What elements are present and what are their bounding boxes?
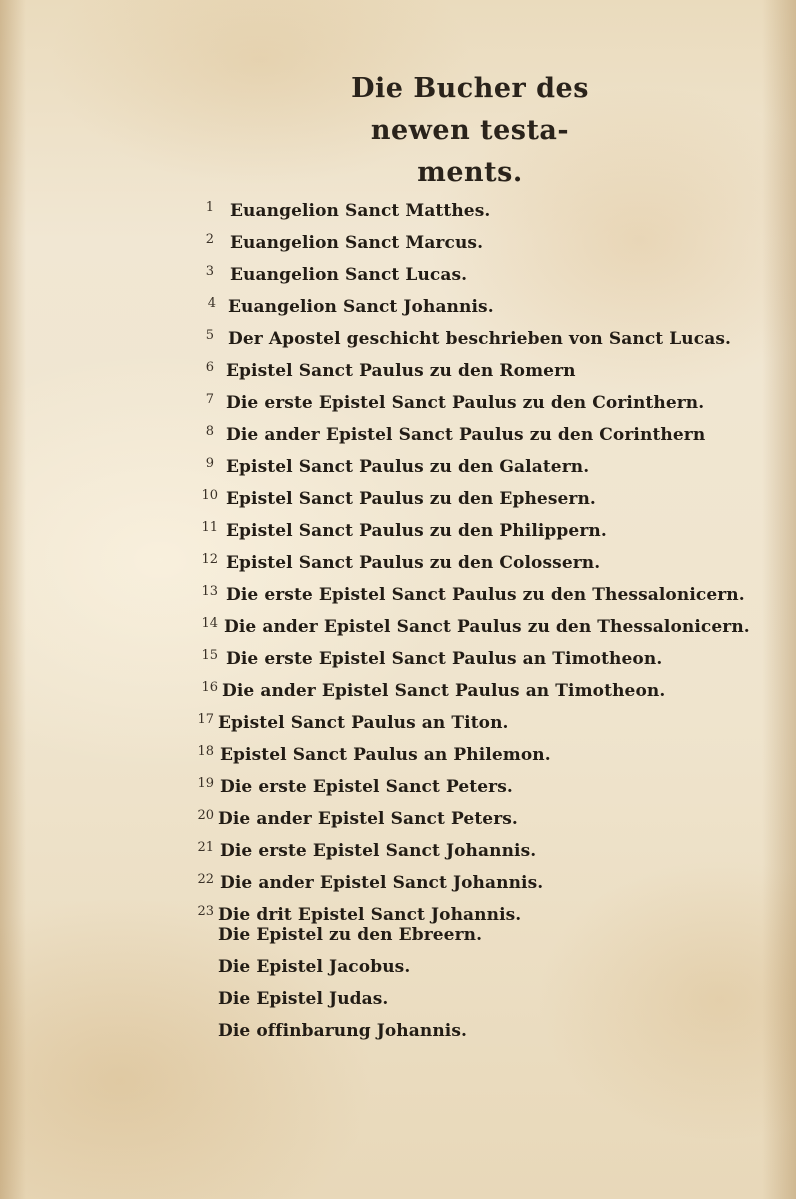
book-number: 8 bbox=[205, 424, 214, 439]
book-title: Die erste Epistel Sanct Paulus zu den Corinthern. bbox=[226, 393, 705, 413]
title-line-2: newen testa- bbox=[370, 115, 570, 146]
book-title: Epistel Sanct Paulus zu den Philippern. bbox=[226, 521, 607, 541]
book-number: 17 bbox=[197, 712, 214, 727]
book-number: 22 bbox=[197, 872, 214, 887]
book-title: Epistel Sanct Paulus zu den Romern bbox=[226, 361, 576, 381]
book-number: 9 bbox=[205, 456, 214, 471]
title-line-1: Die Bucher des bbox=[351, 73, 589, 104]
page-title bbox=[300, 68, 640, 194]
book-number: 21 bbox=[197, 840, 214, 855]
book-title: Euangelion Sanct Matthes. bbox=[230, 201, 491, 221]
book-number: 10 bbox=[201, 488, 218, 503]
book-number: 14 bbox=[201, 616, 218, 631]
book-number: 2 bbox=[205, 232, 214, 247]
book-title: Epistel Sanct Paulus zu den Colossern. bbox=[226, 553, 601, 573]
book-title: Die erste Epistel Sanct Peters. bbox=[220, 777, 513, 797]
book-number: 16 bbox=[201, 680, 218, 695]
book-title: Epistel Sanct Paulus an Philemon. bbox=[220, 745, 551, 765]
book-title: Die ander Epistel Sanct Paulus an Timotheon. bbox=[222, 681, 666, 701]
book-title: Die ander Epistel Sanct Peters. bbox=[218, 809, 518, 829]
book-title: Die ander Epistel Sanct Johannis. bbox=[220, 873, 544, 893]
book-title: Epistel Sanct Paulus an Titon. bbox=[218, 713, 509, 733]
book-title: Die Epistel Jacobus. bbox=[218, 957, 411, 977]
book-title: Euangelion Sanct Marcus. bbox=[230, 233, 484, 253]
book-number: 15 bbox=[201, 648, 218, 663]
book-title: Epistel Sanct Paulus zu den Galatern. bbox=[226, 457, 590, 477]
book-title: Die erste Epistel Sanct Johannis. bbox=[220, 841, 537, 861]
book-number: 23 bbox=[197, 904, 214, 919]
book-title: Die Epistel zu den Ebreern. bbox=[218, 925, 483, 945]
book-title: Die erste Epistel Sanct Paulus an Timotheon. bbox=[226, 649, 663, 669]
book-number: 3 bbox=[205, 264, 214, 279]
book-number: 18 bbox=[197, 744, 214, 759]
book-number: 20 bbox=[197, 808, 214, 823]
book-number: 19 bbox=[197, 776, 214, 791]
book-title: Euangelion Sanct Lucas. bbox=[230, 265, 468, 285]
page-edge-shadow-right bbox=[762, 0, 796, 1199]
book-number: 4 bbox=[207, 296, 216, 311]
book-number: 6 bbox=[205, 360, 214, 375]
book-title: Die erste Epistel Sanct Paulus zu den Thessalonicern. bbox=[226, 585, 745, 605]
book-title: Die ander Epistel Sanct Paulus zu den Corinthern bbox=[226, 425, 706, 445]
book-title: Die drit Epistel Sanct Johannis. bbox=[218, 905, 522, 925]
book-number: 7 bbox=[205, 392, 214, 407]
book-number: 1 bbox=[205, 200, 214, 215]
book-number: 11 bbox=[201, 520, 218, 535]
book-number: 13 bbox=[201, 584, 218, 599]
book-title: Die Epistel Judas. bbox=[218, 989, 389, 1009]
book-title: Die offinbarung Johannis. bbox=[218, 1021, 468, 1041]
book-title: Der Apostel geschicht beschrieben von Sanct Lucas. bbox=[228, 329, 732, 349]
page-edge-shadow-left bbox=[0, 0, 26, 1199]
title-line-3: ments. bbox=[417, 157, 523, 188]
book-title: Euangelion Sanct Johannis. bbox=[228, 297, 494, 317]
book-number: 5 bbox=[205, 328, 214, 343]
book-title: Epistel Sanct Paulus zu den Ephesern. bbox=[226, 489, 596, 509]
book-title: Die ander Epistel Sanct Paulus zu den Thessalonicern. bbox=[224, 617, 750, 637]
book-number: 12 bbox=[201, 552, 218, 567]
